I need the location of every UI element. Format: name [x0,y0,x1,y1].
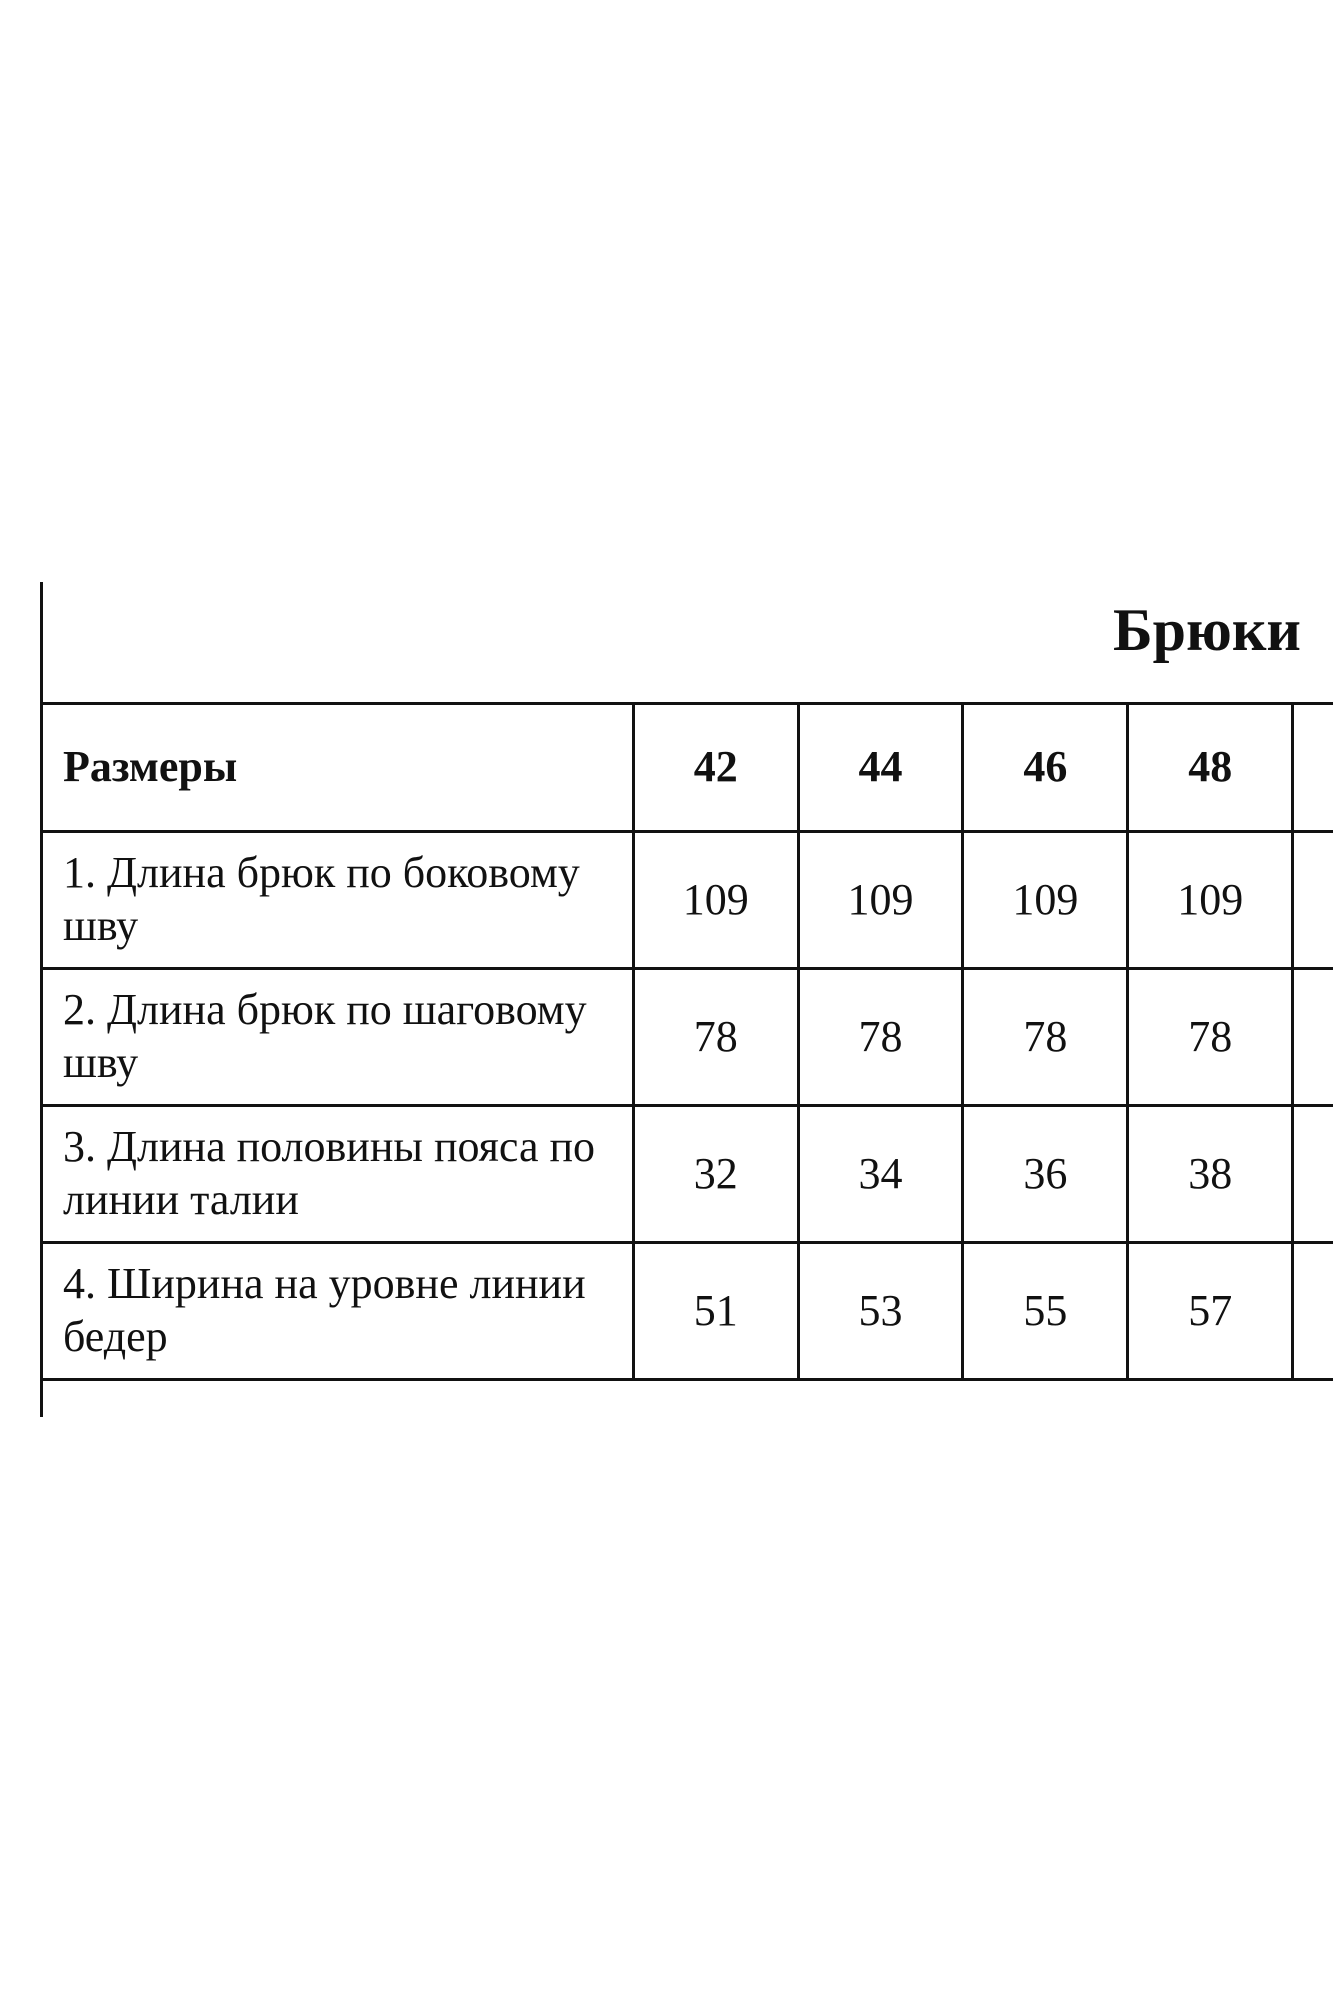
size-chart-table [40,702,1333,1381]
row-value: 78 [963,969,1128,1106]
row-label: 2. Длина брюк по шаговому шву [42,969,634,1106]
row-value: 51 [633,1243,798,1380]
row-value: 32 [633,1106,798,1243]
header-size-44: 44 [798,704,963,832]
table-row [42,1243,1333,1380]
row-value: 109 [798,832,963,969]
table-header-row [42,704,1333,832]
row-value: 38 [1128,1106,1293,1243]
row-value: 55 [963,1243,1128,1380]
row-overflow-cell [1293,832,1333,969]
row-value: 78 [798,969,963,1106]
row-value: 78 [633,969,798,1106]
header-size-46: 46 [963,704,1128,832]
row-value: 34 [798,1106,963,1243]
row-overflow-cell [1293,969,1333,1106]
header-size-42: 42 [633,704,798,832]
row-value: 53 [798,1243,963,1380]
row-label: 3. Длина половины пояса по линии талии [42,1106,634,1243]
table-row [42,832,1333,969]
row-value: 36 [963,1106,1128,1243]
row-label: 1. Длина брюк по боковому шву [42,832,634,969]
row-overflow-cell [1293,1243,1333,1380]
row-label: 4. Ширина на уровне линии бедер [42,1243,634,1380]
page-title: Брюки [1112,597,1301,663]
header-sizes-label: Размеры [42,704,634,832]
row-value: 109 [633,832,798,969]
table-row [42,969,1333,1106]
row-value: 57 [1128,1243,1293,1380]
header-size-48: 48 [1128,704,1293,832]
header-overflow-cell [1293,704,1333,832]
table-row [42,1106,1333,1243]
row-overflow-cell [1293,1106,1333,1243]
row-value: 109 [1128,832,1293,969]
row-value: 78 [1128,969,1293,1106]
row-value: 109 [963,832,1128,969]
